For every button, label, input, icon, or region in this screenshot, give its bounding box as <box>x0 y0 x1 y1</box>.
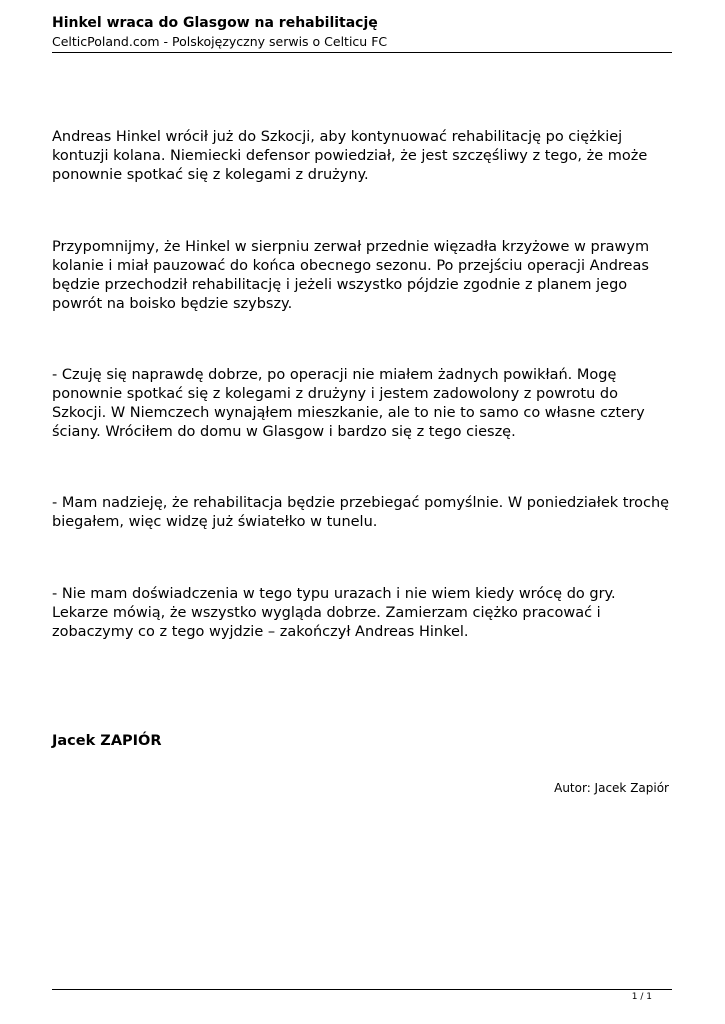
header-divider <box>52 52 672 53</box>
footer-divider <box>52 989 672 990</box>
article-paragraph-2: Przypomnijmy, że Hinkel w sierpniu zerwał przednie więzadła krzyżowe w prawym kolanie i miał pauzować do końca obecnego sezonu. Po przejściu operacji Andreas będzie przechodził rehabilitację i jeżeli wszystko pójdzie zgodnie z planem jego powrót na boisko będzie szybszy. <box>52 239 650 312</box>
article-paragraph-3: - Czuję się naprawdę dobrze, po operacji nie miałem żadnych powikłań. Mogę ponownie spotkać się z kolegami z drużyny i jestem zadowolony z powrotu do Szkocji. W Niemczech wynająłem mieszkanie, ale to nie to samo co własne cztery ściany. Wróciłem do domu w Glasgow i bardzo się z tego cieszę. <box>52 367 645 440</box>
document-header <box>52 14 672 50</box>
document-subtitle: CelticPoland.com - Polskojęzyczny serwis o Celticu FC <box>52 34 388 49</box>
article-paragraph-4: - Mam nadzieję, że rehabilitacja będzie przebiegać pomyślnie. W poniedziałek trochę biegałem, więc widzę już światełko w tunelu. <box>52 495 670 530</box>
article-signature: Jacek ZAPIÓR <box>52 733 162 749</box>
article-paragraph-1: Andreas Hinkel wrócił już do Szkocji, aby kontynuować rehabilitację po ciężkiej kontuzji kolana. Niemiecki defensor powiedział, że jest szczęśliwy z tego, że może ponownie spotkać się z kolegami z drużyny. <box>52 129 648 183</box>
article-paragraph-5: - Nie mam doświadczenia w tego typu urazach i nie wiem kiedy wrócę do gry. Lekarze mówią, że wszystko wygląda dobrze. Zamierzam ciężko pracować i zobaczymy co z tego wyjdzie – zakończył Andreas Hinkel. <box>52 586 616 640</box>
document-title: Hinkel wraca do Glasgow na rehabilitację <box>52 15 378 31</box>
article-author: Autor: Jacek Zapiór <box>554 781 669 795</box>
page-number: 1 / 1 <box>631 992 652 1002</box>
